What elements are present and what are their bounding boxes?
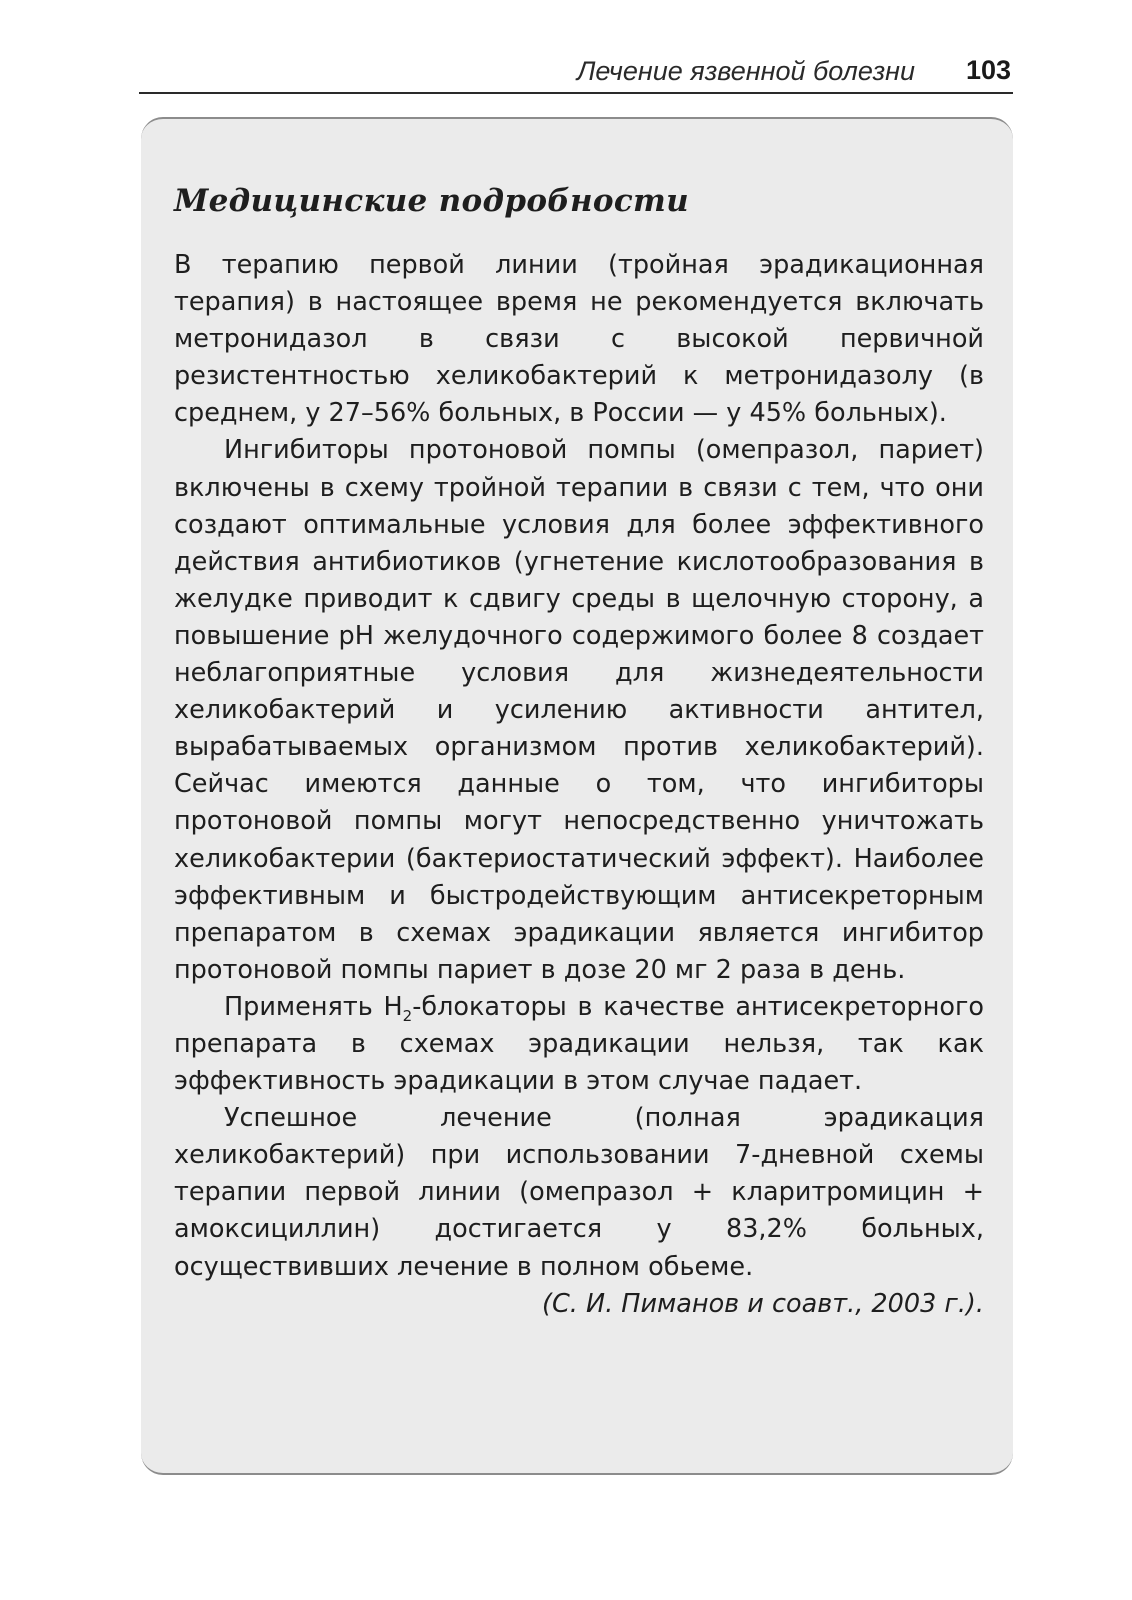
paragraph-3-end: -блокаторы в качестве антисекреторного препарата в схемах эрадикации нельзя, так как эффективность эрадикации в этом случае падает. [174,991,984,1097]
citation-paragraph [174,1286,984,1323]
paragraph-4: Успешное лечение (полная эрадикация хеликобактерий) при использовании 7-дневной схемы терапии первой линии (омепразол + кларитромицин + амоксициллин) достигается у 83,2% больных, осуществивших лечение в полном обьеме. [174,1103,984,1282]
medical-details-box [141,117,1013,1475]
paragraph-2: Ингибиторы протоновой помпы (омепразол, париет) включены в схему тройной терапии в связи с тем, что они создают оптимальные условия для более эффективного действия антибиотиков (угнетение кислотообразования в желудке приводит к сдвигу среды в щелочную сторону, а повышение pH желудочного содержимого более 8 создает неблагоприятные условия для жизнедеятельности хеликобактерий и усилению активности антител, вырабатываемых организмом против хеликобактерий). Сейчас имеются данные о том, что ингибиторы протоновой помпы могут непосредственно уничтожать хеликобактерии (бактериостатический эффект). Наиболее эффективным и быстродействующим антисекреторным препаратом в схемах эрадикации является ингибитор протоновой помпы париет в дозе 20 мг 2 раза в день. [174,435,984,985]
paragraph-3 [174,989,984,1100]
citation: (С. И. Пиманов и соавт., 2003 г.). [542,1288,984,1319]
box-body [174,247,984,1323]
paragraph-3-start: Применять H [224,991,403,1022]
box-heading: Медицинские подробности [174,183,689,219]
h2-subscript: 2 [402,1006,413,1025]
running-header [139,50,1013,94]
paragraph-1: В терапию первой линии (тройная эрадикационная терапия) в настоящее время не рекомендуется включать метронидазол в связи с высокой первичной резистентностью хеликобактерий к метронидазолу (в среднем, у 27–56% больных, в России — у 45% больных). [174,250,984,429]
running-title: Лечение язвенной болезни [576,56,915,86]
page-number: 103 [965,55,1011,85]
